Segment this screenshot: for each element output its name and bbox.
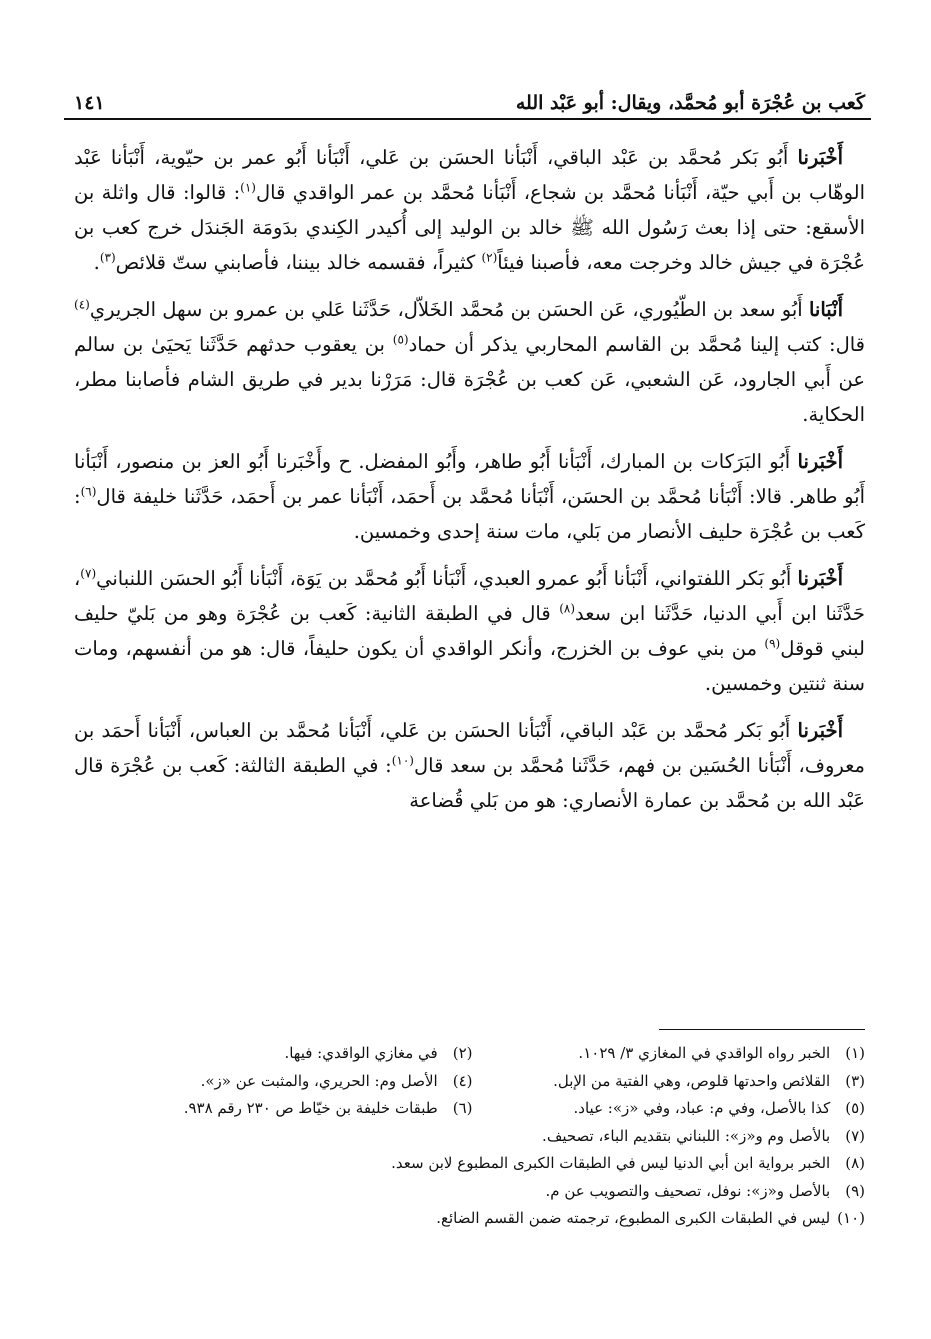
paragraph-text: أَبُو بَكر مُحمَّد بن عَبْد الباقي، أَنْبَأنا الحسَن بن عَلي، أَنْبَأنا أَبُو عمر بن حيّوية، أَنْبَأنا عَبْد الوهّاب بن أَبي حيّة، أَنْبَأنا مُحمَّد بن شجاع، أَنْبَأنا مُحمَّد بن عمر الواقدي قال: [74, 146, 865, 204]
footnote-text: بالأصل و«ز»: نوفل، تصحيف والتصويب عن م.: [545, 1181, 831, 1200]
paragraph-text: كثيراً، فقسمه خالد بيننا، فأصابني ستّ قلائص: [115, 251, 482, 274]
footnote-row: [80, 1095, 865, 1123]
paragraph: [74, 292, 865, 432]
footnote-number: (٥): [845, 1099, 865, 1117]
footnote-ref: (٤): [74, 297, 90, 312]
footnote-number: (٤): [452, 1071, 473, 1090]
footnote-item: [473, 1095, 866, 1123]
footnote-text: كذا بالأصل، وفي م: عباد، وفي «ز»: عياد.: [573, 1099, 831, 1117]
paragraph-text: أَبُو البَرَكات بن المبارك، أَنْبَأنا أَبُو طاهر، وأَبُو المفضل. ح وأَخْبَرنا أَبُو العز بن منصور، أَنْبَأنا أَبُو طاهر. قالا: أَنْبَأنا مُحمَّد بن الحسَن، أَنْبَأنا مُحمَّد بن أَحمَد، أَنْبَأنا عمر بن أَحمَد، حَدَّثَنا خليفة قال: [74, 450, 865, 508]
footnote-number: (٧): [845, 1126, 865, 1145]
paragraph: [74, 444, 865, 549]
running-header: [74, 78, 865, 114]
footnote-ref: (٦): [80, 484, 97, 499]
footnote-item: [80, 1123, 865, 1151]
footnote-number: (٦): [452, 1099, 473, 1117]
footnote-row: [80, 1068, 865, 1096]
footnote-number: (٢): [452, 1044, 473, 1062]
footnote-item: [80, 1205, 865, 1233]
paragraph-text: : كَعب بن عُجْرَة حليف الأنصار من بَلي، مات سنة إحدى وخمسين.: [74, 485, 865, 543]
footnote-text: ليس في الطبقات الكبرى المطبوع، ترجمته ضمن القسم الضائع.: [436, 1209, 831, 1227]
footnote-ref: (١): [240, 180, 256, 195]
main-text: [74, 140, 865, 830]
footnote-number: (٩): [845, 1181, 865, 1200]
paragraph: [74, 140, 865, 280]
footnote-ref: (٩): [764, 636, 781, 651]
paragraph-text: .: [93, 251, 100, 274]
paragraph: [74, 713, 865, 818]
chain-keyword: أَنْبَانا: [808, 298, 843, 321]
footnote-text: القلائص واحدتها قلوص، وهي الفتية من الإبل.: [553, 1071, 831, 1090]
footnote-text: في مغازي الواقدي: فيها.: [284, 1044, 438, 1062]
footnote-item: [473, 1068, 866, 1096]
footnote-number: (٣): [845, 1071, 865, 1090]
paragraph-text: بن يعقوب حدثهم حَدَّثَنا يَحيَىٰ بن سالم عن أَبي الجارود، عَن الشعبي، عَن كعب بن عُجْرَة قال: مَرَرْنا بدير في طريق الشام فأصابنا مطر، الحكاية.: [74, 333, 865, 426]
footnote-text: الخبر برواية ابن أبي الدنيا ليس في الطبقات الكبرى المطبوع لابن سعد.: [391, 1154, 831, 1172]
footnote-item: [80, 1040, 473, 1068]
footnote-number: (١): [845, 1044, 865, 1062]
chain-keyword: أَخْبَرنا: [797, 146, 844, 169]
footnotes: [80, 1040, 865, 1233]
footnote-text: بالأصل وم و«ز»: اللبناني بتقديم الباء، تصحيف.: [542, 1126, 831, 1145]
chain-keyword: أَخْبَرنا: [797, 450, 844, 473]
footnote-item: [80, 1068, 473, 1096]
chain-keyword: أَخْبَرنا: [797, 567, 844, 590]
paragraph-text: : في الطبقة الثالثة: كَعب بن عُجْرَة قال عَبْد الله بن مُحمَّد بن عمارة الأنصاري: هو من بَلي قُضاعة: [74, 754, 865, 812]
footnote-number: (١٠): [837, 1209, 865, 1227]
footnote-number: (٨): [845, 1154, 865, 1172]
footnote-item: [80, 1150, 865, 1178]
header-title: كَعب بن عُجْرَة أبو مُحمَّد، ويقال: أبو عَبْد الله: [515, 92, 865, 114]
footnote-ref: (٥): [392, 332, 409, 347]
footnote-ref: (١٠): [391, 753, 414, 768]
header-divider: [64, 118, 871, 120]
paragraph-text: أَبُو بَكر اللفتواني، أَنْبَأنا أَبُو عمرو العبدي، أَنْبَأنا أَبُو مُحمَّد بن يَوَة، أَنْبَأنا أَبُو الحسَن اللنباني: [96, 567, 792, 590]
footnote-divider: [659, 1029, 865, 1030]
footnote-item: [473, 1040, 866, 1068]
paragraph: [74, 561, 865, 701]
paragraph-text: من بني عوف بن الخزرج، وأنكر الواقدي أن يكون حليفاً، قال: هو من أنفسهم، ومات سنة ثنتين وخمسين.: [74, 637, 865, 695]
paragraph-text: أَبُو بَكر مُحمَّد بن عَبْد الباقي، أَنْبَأنا الحسَن بن عَلي، أَنْبَأنا مُحمَّد بن العباس، أَنْبَأنا أَحمَد بن معروف، أَنْبَأنا الحُسَين بن فهم، حَدَّثَنا مُحمَّد بن سعد قال: [74, 719, 865, 777]
footnote-text: الخبر رواه الواقدي في المغازي ٣/ ١٠٢٩.: [578, 1044, 831, 1062]
footnote-ref: (٢): [481, 250, 498, 265]
paragraph-text: قال: كتب إلينا مُحمَّد بن القاسم المحاربي يذكر أن حماد: [408, 333, 866, 356]
footnote-item: [80, 1095, 473, 1123]
footnote-item: [80, 1178, 865, 1206]
chain-keyword: أَخْبَرنا: [797, 719, 844, 742]
paragraph-text: قال في الطبقة الثانية: كَعب بن عُجْرَة وهو من بَليّ حليف لبني قوقل: [74, 602, 865, 660]
paragraph-text: : قالوا: قال واثلة بن الأسقع: حتى إذا بعث رَسُول الله ﷺ خالد بن الوليد إلى أُكيدر الكِندي بدَومَة الجَندَل خرج كعب بن عُجْرَة في جيش خالد وخرجت معه، فأصبنا فيئاً: [74, 181, 865, 274]
footnote-ref: (٨): [559, 601, 576, 616]
footnote-row: [80, 1040, 865, 1068]
footnote-ref: (٣): [99, 250, 116, 265]
paragraph-text: ، حَدَّثَنا ابن أَبي الدنيا، حَدَّثَنا ابن سعد: [74, 567, 865, 625]
page-number: ١٤١: [74, 92, 105, 114]
footnote-text: طبقات خليفة بن خيّاط ص ٢٣٠ رقم ٩٣٨.: [183, 1099, 438, 1117]
footnote-text: الأصل وم: الحريري، والمثبت عن «ز».: [200, 1071, 438, 1090]
footnote-ref: (٧): [80, 566, 97, 581]
paragraph-text: أَبُو سعد بن الطّيُوري، عَن الحسَن بن مُحمَّد الخَلاّل، حَدَّثَنا عَلي بن عمرو بن سهل الجريري: [89, 298, 803, 321]
